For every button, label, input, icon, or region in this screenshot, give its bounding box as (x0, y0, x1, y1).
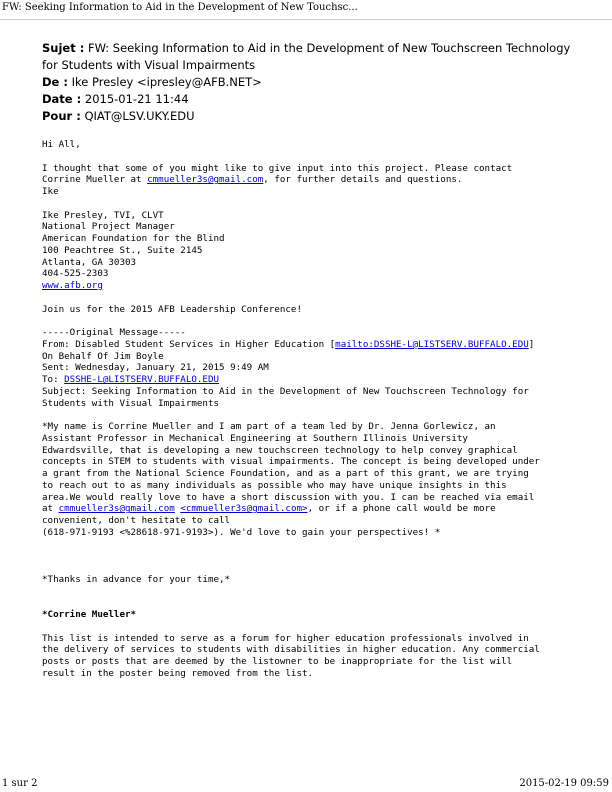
list-footer-line: posts or posts that are deemed by the listowner to be inappropriate for the list will (42, 656, 513, 667)
subject-row (42, 40, 582, 74)
original-sent: Sent: Wednesday, January 21, 2015 9:49 AM (42, 362, 269, 374)
header-divider (0, 19, 612, 20)
listserv-link[interactable]: DSSHE-L@LISTSERV.BUFFALO.EDU (64, 374, 220, 385)
signature-line: National Project Manager (42, 221, 175, 233)
message-line: concepts in STEM to students with visual impairments. The concept is being developed under (42, 456, 540, 468)
original-subject: Students with Visual Impairments (42, 397, 220, 409)
to-label: Pour : (42, 109, 81, 123)
subject-label: Sujet : (42, 41, 85, 55)
email-body (42, 139, 590, 680)
message-line: convenient, don't hesitate to call (42, 515, 231, 526)
signature-line: Atlanta, GA 30303 (42, 256, 137, 268)
original-subject: Subject: Seeking Information to Aid in the Development of New Touchscreen Technology for (42, 385, 529, 397)
original-to-label: To: (42, 374, 65, 385)
to-value: QIAT@LSV.UKY.EDU (84, 109, 195, 123)
intro-text: Corrine Mueller at (42, 174, 148, 186)
conference-line: Join us for the 2015 AFB Leadership Conference! (42, 303, 302, 315)
signature-line: American Foundation for the Blind (42, 233, 225, 244)
sender-name: *Corrine Mueller* (42, 609, 137, 620)
from-label: De : (42, 75, 68, 89)
intro-line: I thought that some of you might like to give input into this project. Please contact (42, 162, 513, 174)
print-page-title: FW: Seeking Information to Aid in the Development of New Touchsc... (2, 2, 358, 13)
signature-line: Ike Presley, TVI, CLVT (42, 209, 164, 221)
email-link[interactable]: cmmueller3s@gmail.com (58, 503, 175, 515)
intro-line (42, 174, 590, 186)
original-from-text: From: Disabled Student Services in Higher Education [ (42, 338, 336, 350)
message-line: Edwardsville, that is developing a new touchscreen technology to help convey graphical (42, 444, 518, 456)
message-line: *My name is Corrine Mueller and I am part of a team led by Dr. Jenna Gorlewicz, an (42, 421, 496, 432)
date-value: 2015-01-21 11:44 (84, 92, 189, 106)
date-row (42, 91, 582, 108)
list-footer-line: the delivery of services to students with disabilities in higher education. Any commercial (42, 644, 540, 656)
signature-line (42, 280, 590, 292)
original-from-text: ] (528, 338, 535, 350)
page-number: 1 sur 2 (2, 778, 38, 789)
list-footer-line: result in the poster being removed from the list. (42, 667, 314, 679)
signature-line: 100 Peachtree St., Suite 2145 (42, 244, 203, 256)
email-link[interactable]: cmmueller3s@gmail.com (147, 174, 264, 186)
print-timestamp: 2015-02-19 09:59 (519, 778, 609, 789)
intro-line: Ike (42, 186, 59, 197)
date-label: Date : (42, 92, 82, 106)
message-line: to reach out to as many individuals as possible who may have unique insights in this (42, 479, 507, 491)
greeting: Hi All, (42, 139, 81, 150)
original-to (42, 374, 590, 386)
list-footer-line: This list is intended to serve as a forum for higher education professionals involved in (42, 632, 529, 644)
message-text: at (42, 503, 59, 515)
mailto-link[interactable]: mailto:DSSHE-L@LISTSERV.BUFFALO.EDU (335, 338, 529, 350)
from-value: Ike Presley <ipresley@AFB.NET> (71, 75, 262, 89)
message-line: (618-971-9193 <%28618-971-9193>). We'd love to gain your perspectives! * (42, 526, 441, 538)
message-text: , or if a phone call would be more (307, 503, 496, 515)
original-from (42, 339, 590, 351)
message-line: a grant from the National Science Foundation, and as a part of this grant, we are trying (42, 468, 529, 479)
to-row (42, 108, 582, 125)
message-line: area.We would really love to have a short discussion with you. I can be reached via email (42, 491, 535, 503)
signature-line: 404-525-2303 (42, 268, 109, 280)
original-behalf: On Behalf Of Jim Boyle (42, 350, 164, 362)
subject-value: FW: Seeking Information to Aid in the Development of New Touchscreen Technology for Students with Visual Impairments (42, 41, 571, 72)
email-headers (42, 40, 582, 125)
intro-text: , for further details and questions. (263, 174, 463, 186)
message-line: Assistant Professor in Mechanical Engineering at Southern Illinois University (42, 432, 468, 444)
email-link[interactable]: <cmmueller3s@gmail.com> (180, 503, 308, 515)
website-link[interactable]: www.afb.org (42, 280, 103, 291)
from-row (42, 74, 582, 91)
original-message-header: -----Original Message----- (42, 327, 186, 338)
thanks-line: *Thanks in advance for your time,* (42, 573, 231, 585)
message-line (42, 503, 590, 515)
